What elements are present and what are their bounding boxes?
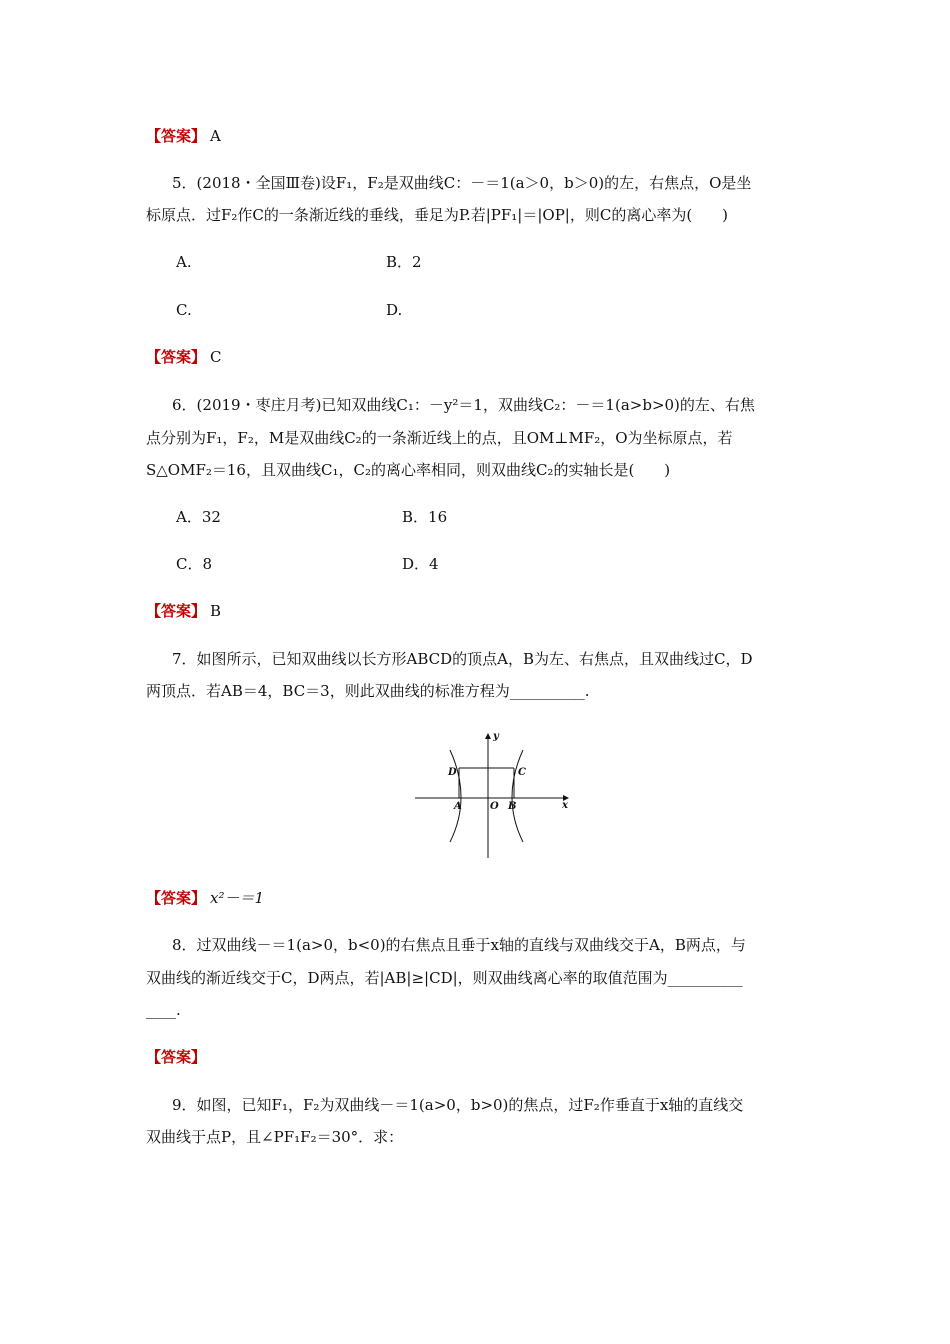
q8-line-3: ____. [146,1001,181,1019]
label-y: y [493,731,499,742]
q5-line-1: 5．(2018・全国Ⅲ卷)设F₁，F₂是双曲线C：－＝1(a＞0，b＞0)的左，右焦点，O是坐 [172,174,752,192]
q5-answer [146,346,222,368]
q6-answer [146,600,221,622]
label-x: x [562,800,568,811]
q6-option-d: D．4 [402,555,439,573]
label-o: O [490,801,499,812]
answer-tag: 【答案】 [146,127,207,145]
answer-value: A [210,127,221,145]
q9-line-1: 9．如图，已知F₁，F₂为双曲线－＝1(a>0，b>0)的焦点，过F₂作垂直于x轴的直线交 [172,1096,744,1114]
q6-option-c: C．8 [176,555,213,573]
answer-tag: 【答案】 [146,602,207,620]
q5-line-2: 标原点．过F₂作C的一条渐近线的垂线，垂足为P.若|PF₁|＝|OP|，则C的离心率为( ) [146,206,729,224]
answer-value: B [210,602,222,620]
q6-option-b: B．16 [402,508,448,526]
q7-answer [146,887,264,909]
hyperbola-rectangle-figure [410,730,580,865]
q5-option-c: C. [176,301,192,319]
answer-tag: 【答案】 [146,1048,207,1066]
answer-tag: 【答案】 [146,889,207,907]
q7-line-2: 两顶点．若AB＝4，BC＝3，则此双曲线的标准方程为__________. [146,682,590,700]
answer-value: x²－＝1 [210,889,265,907]
answer-tag: 【答案】 [146,348,207,366]
answer-value: C [210,348,222,366]
q9-line-2: 双曲线于点P，且∠PF₁F₂＝30°．求： [146,1128,404,1146]
q8-line-2: 双曲线的渐近线交于C，D两点，若|AB|≥|CD|，则双曲线离心率的取值范围为__________ [146,969,743,987]
q4-answer [146,125,221,147]
q5-option-d: D. [386,301,403,319]
q6-line-1: 6．(2019・枣庄月考)已知双曲线C₁：－y²＝1，双曲线C₂：－＝1(a>b>0)的左、右焦 [172,396,755,414]
q8-line-1: 8．过双曲线－＝1(a>0，b<0)的右焦点且垂于x轴的直线与双曲线交于A，B两点，与 [172,936,746,954]
q8-answer [146,1046,210,1068]
label-c: C [518,767,526,778]
q6-line-2: 点分别为F₁，F₂，M是双曲线C₂的一条渐近线上的点，且OM⊥MF₂，O为坐标原点，若 [146,429,733,447]
q5-option-b: B．2 [386,253,422,271]
q6-line-3: S△OMF₂＝16，且双曲线C₁，C₂的离心率相同，则双曲线C₂的实轴长是( ) [146,461,671,479]
label-d: D [448,767,457,778]
label-a: A [454,801,462,812]
label-b: B [508,801,517,812]
q5-option-a: A. [176,253,192,271]
q6-option-a: A．32 [176,508,221,526]
q7-line-1: 7．如图所示，已知双曲线以长方形ABCD的顶点A，B为左、右焦点，且双曲线过C，D [172,650,753,668]
